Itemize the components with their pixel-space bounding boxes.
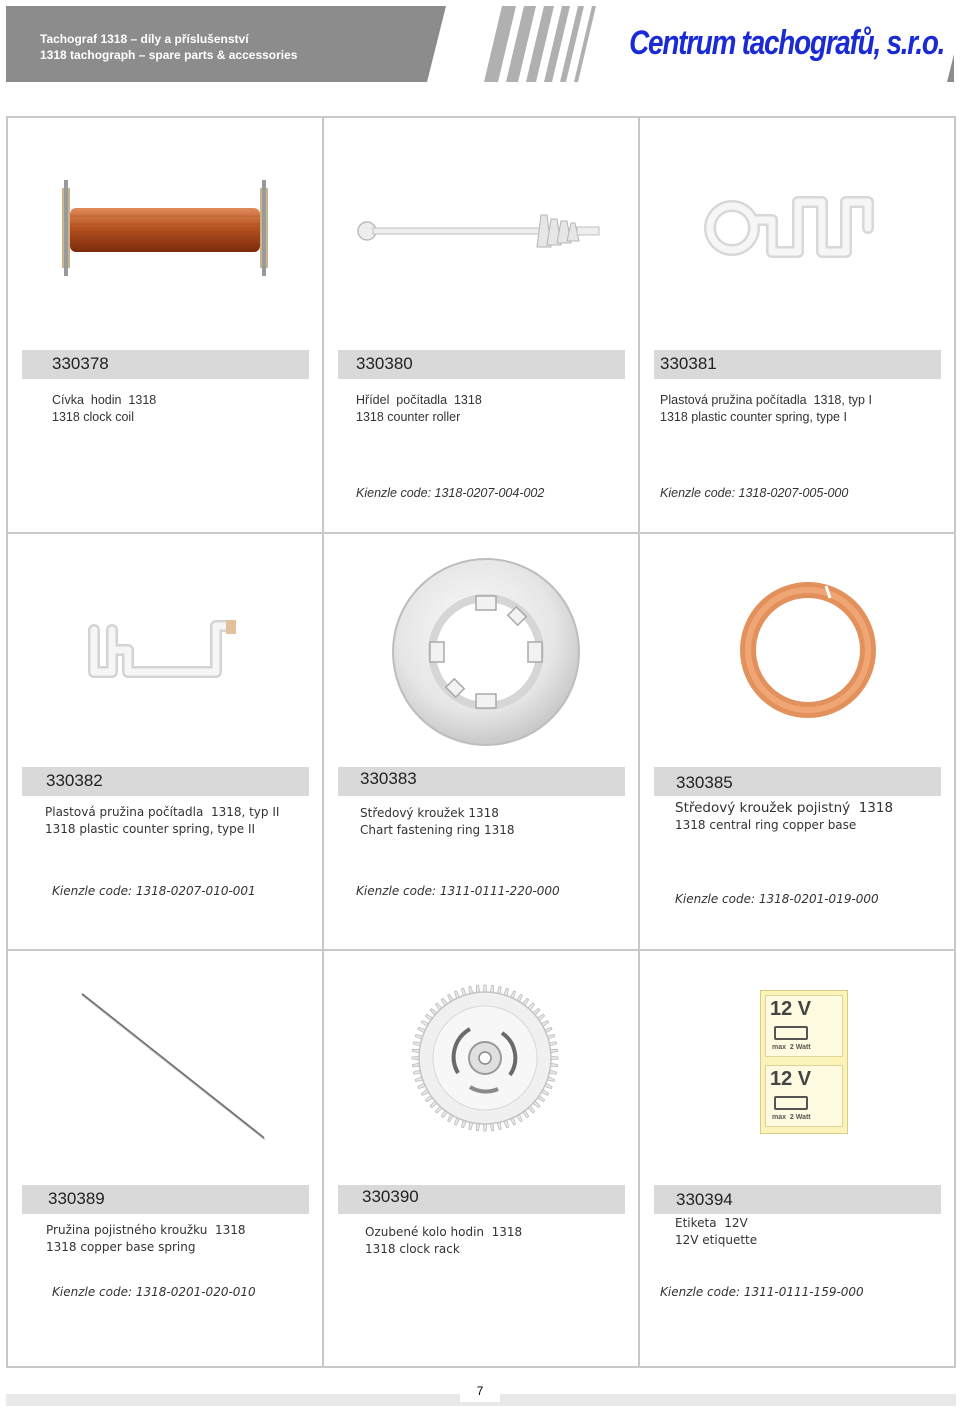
- product-description: [46, 1222, 246, 1256]
- product-name-en: 1318 plastic counter spring, type I: [660, 410, 847, 424]
- header-titles: [40, 31, 297, 63]
- plastic-spring-type-i-icon: [700, 180, 880, 270]
- product-name-cs: Plastová pružina počítadla 1318, typ II: [45, 805, 280, 819]
- product-code: 330394: [676, 1190, 733, 1209]
- label-voltage: 12 V: [770, 1068, 812, 1090]
- kienzle-code: Kienzle code: 1318-0201-019-000: [675, 892, 879, 906]
- grid-vline: [322, 116, 324, 1368]
- product-name-cs: Středový kroužek pojistný 1318: [675, 800, 894, 816]
- 12v-label-icon: [760, 990, 848, 1134]
- thin-spring-icon: [78, 990, 270, 1140]
- header-title-en: 1318 tachograph – spare parts & accessories: [40, 48, 298, 62]
- page-number: 7: [460, 1380, 500, 1402]
- label-watt: max 2 Watt: [772, 1044, 811, 1051]
- product-description: [356, 392, 482, 426]
- product-code: 330382: [46, 771, 103, 790]
- grid-hline: [6, 532, 956, 534]
- fastening-ring-icon: [390, 556, 582, 748]
- product-name-cs: Hřídel počítadla 1318: [356, 393, 482, 407]
- grid-hline: [6, 949, 956, 951]
- product-name-cs: Středový kroužek 1318: [360, 806, 499, 820]
- kienzle-code: Kienzle code: 1318-0207-005-000: [660, 486, 849, 500]
- copper-ring-icon: [738, 580, 878, 720]
- kienzle-code: Kienzle code: 1318-0207-004-002: [356, 486, 545, 500]
- product-description: [365, 1224, 522, 1258]
- kienzle-code: Kienzle code: 1318-0207-010-001: [52, 884, 256, 898]
- product-code-bar: [338, 1185, 625, 1214]
- product-name-cs: Cívka hodin 1318: [52, 393, 157, 407]
- product-name-en: 1318 plastic counter spring, type II: [45, 822, 256, 836]
- product-name-en: 1318 clock rack: [365, 1242, 460, 1256]
- product-code-bar: [22, 767, 309, 796]
- product-description: [360, 805, 515, 839]
- kienzle-code: Kienzle code: 1318-0201-020-010: [52, 1285, 256, 1299]
- product-description: [45, 804, 279, 838]
- counter-roller-icon: [355, 205, 605, 255]
- product-description: [675, 800, 893, 834]
- product-name-cs: Plastová pružina počítadla 1318, typ I: [660, 393, 872, 407]
- product-code-bar: [654, 767, 941, 796]
- product-name-cs: Pružina pojistného kroužku 1318: [46, 1223, 246, 1237]
- product-description: [660, 392, 872, 426]
- product-code-bar: [22, 1185, 309, 1214]
- product-name-en: 1318 copper base spring: [46, 1240, 196, 1254]
- product-name-cs: Etiketa 12V: [675, 1216, 748, 1230]
- product-description: [675, 1215, 757, 1249]
- plastic-spring-type-ii-icon: [80, 610, 250, 690]
- copper-coil-icon: [52, 180, 280, 276]
- grid-vline: [638, 116, 640, 1368]
- kienzle-code: Kienzle code: 1311-0111-220-000: [356, 884, 560, 898]
- product-code: 330385: [676, 773, 733, 792]
- bulb-glyph: [774, 1096, 808, 1110]
- product-code: 330383: [360, 769, 417, 788]
- clock-gear-icon: [410, 983, 560, 1133]
- label-sticker: [765, 995, 843, 1057]
- product-code: 330381: [660, 354, 717, 373]
- kienzle-code: Kienzle code: 1311-0111-159-000: [660, 1285, 864, 1299]
- label-sticker: [765, 1065, 843, 1127]
- product-name-en: 1318 counter roller: [356, 410, 461, 424]
- header-title-cs: Tachograf 1318 – díly a příslušenství: [40, 32, 249, 46]
- label-voltage: 12 V: [770, 998, 812, 1020]
- header-stripes: [476, 6, 616, 82]
- product-code: 330380: [356, 354, 413, 373]
- brand-logo: Centrum tachografů, s.r.o.: [628, 24, 944, 62]
- product-code-bar: [338, 767, 625, 796]
- product-code: 330389: [48, 1189, 105, 1208]
- product-code-bar: [654, 350, 941, 379]
- product-code: 330378: [52, 354, 109, 373]
- product-code-bar: [22, 350, 309, 379]
- product-code-bar: [338, 350, 625, 379]
- product-name-en: 1318 central ring copper base: [675, 818, 857, 832]
- page-header: [6, 6, 954, 82]
- bulb-glyph: [774, 1026, 808, 1040]
- label-watt: max 2 Watt: [772, 1114, 811, 1121]
- product-code-bar: [654, 1185, 941, 1214]
- product-description: [52, 392, 156, 426]
- product-name-en: 12V etiquette: [675, 1233, 758, 1247]
- product-name-en: 1318 clock coil: [52, 410, 134, 424]
- product-name-en: Chart fastening ring 1318: [360, 823, 515, 837]
- product-code: 330390: [362, 1187, 419, 1206]
- product-name-cs: Ozubené kolo hodin 1318: [365, 1225, 523, 1239]
